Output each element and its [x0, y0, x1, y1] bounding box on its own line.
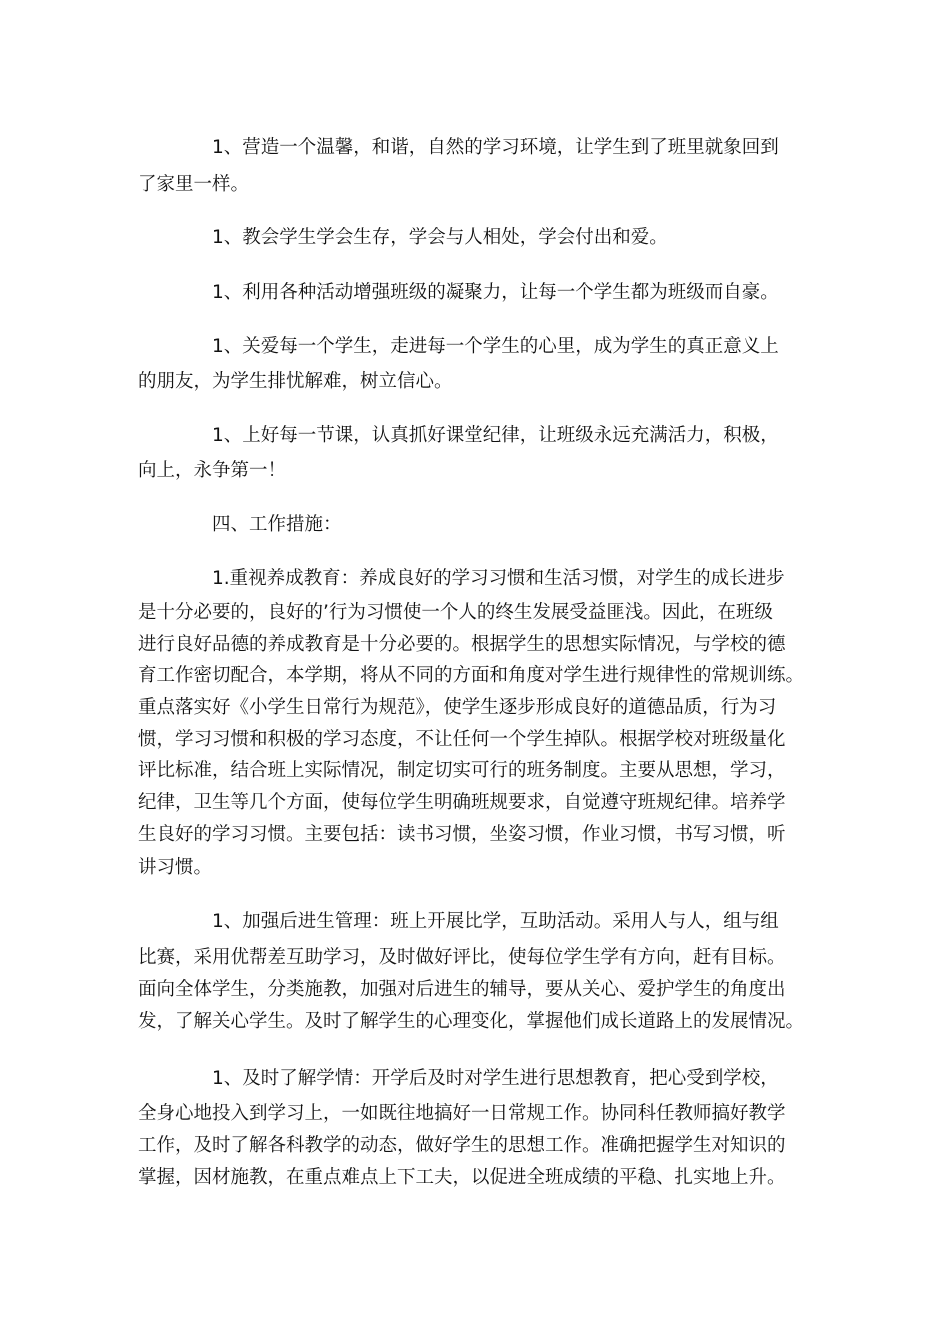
- paragraph-line: 掌握，因材施教，在重点难点上下工夫，以促进全班成绩的平稳、扎实地上升。: [138, 1167, 786, 1188]
- paragraph-line: 评比标准，结合班上实际情况，制定切实可行的班务制度。主要从思想，学习，: [138, 760, 786, 781]
- paragraph-line: 育工作密切配合，本学期，将从不同的方面和角度对学生进行规律性的常规训练。: [138, 665, 805, 686]
- paragraph-line: 1、关爱每一个学生，走进每一个学生的心里，成为学生的真正意义上: [212, 336, 779, 357]
- paragraph-line: 1.重视养成教育：养成良好的学习习惯和生活习惯，对学生的成长进步: [212, 568, 785, 589]
- paragraph-line: 讲习惯。: [138, 857, 213, 878]
- paragraph-line: 面向全体学生，分类施教，加强对后进生的辅导，要从关心、爱护学生的角度出: [138, 979, 786, 1000]
- paragraph-line: 生良好的学习习惯。主要包括：读书习惯，坐姿习惯，作业习惯，书写习惯，听: [138, 824, 786, 845]
- paragraph-line: 1、教会学生学会生存，学会与人相处，学会付出和爱。: [212, 227, 668, 248]
- paragraph-line: 1、加强后进生管理：班上开展比学，互助活动。采用人与人，组与组: [212, 911, 779, 932]
- paragraph-line: 纪律，卫生等几个方面，使每位学生明确班规要求，自觉遵守班规纪律。培养学: [138, 792, 786, 813]
- paragraph-line: 进行良好品德的养成教育是十分必要的。根据学生的思想实际情况，与学校的德: [138, 634, 786, 655]
- paragraph-line: 比赛，采用优帮差互助学习，及时做好评比，使每位学生学有方向，赶有目标。: [138, 947, 786, 968]
- paragraph-line: 全身心地投入到学习上，一如既往地搞好一日常规工作。协同科任教师搞好教学: [138, 1103, 786, 1124]
- paragraph-line: 1、利用各种活动增强班级的凝聚力，让每一个学生都为班级而自豪。: [212, 282, 779, 303]
- paragraph-line: 惯，学习习惯和积极的学习态度，不让任何一个学生掉队。根据学校对班级量化: [138, 729, 786, 750]
- paragraph-line: 了家里一样。: [138, 174, 250, 195]
- paragraph-line: 发，了解关心学生。及时了解学生的心理变化，掌握他们成长道路上的发展情况。: [138, 1011, 805, 1032]
- paragraph-line: 工作，及时了解各科教学的动态，做好学生的思想工作。准确把握学生对知识的: [138, 1135, 786, 1156]
- paragraph-line: 重点落实好《小学生日常行为规范》，使学生逐步形成良好的道德品质，行为习: [138, 697, 777, 718]
- paragraph-line: 的朋友，为学生排忧解难，树立信心。: [138, 371, 453, 392]
- paragraph-line: 是十分必要的，良好的’行为习惯使一个人的终生发展受益匪浅。因此，在班级: [138, 602, 773, 623]
- paragraph-line: 向上，永争第一！: [138, 460, 287, 481]
- section-heading: 四、工作措施：: [212, 514, 342, 535]
- paragraph-line: 1、及时了解学情：开学后及时对学生进行思想教育，把心受到学校，: [212, 1068, 779, 1089]
- paragraph-line: 1、营造一个温馨，和谐，自然的学习环境，让学生到了班里就象回到: [212, 137, 779, 158]
- paragraph-line: 1、上好每一节课，认真抓好课堂纪律，让班级永远充满活力，积极，: [212, 425, 779, 446]
